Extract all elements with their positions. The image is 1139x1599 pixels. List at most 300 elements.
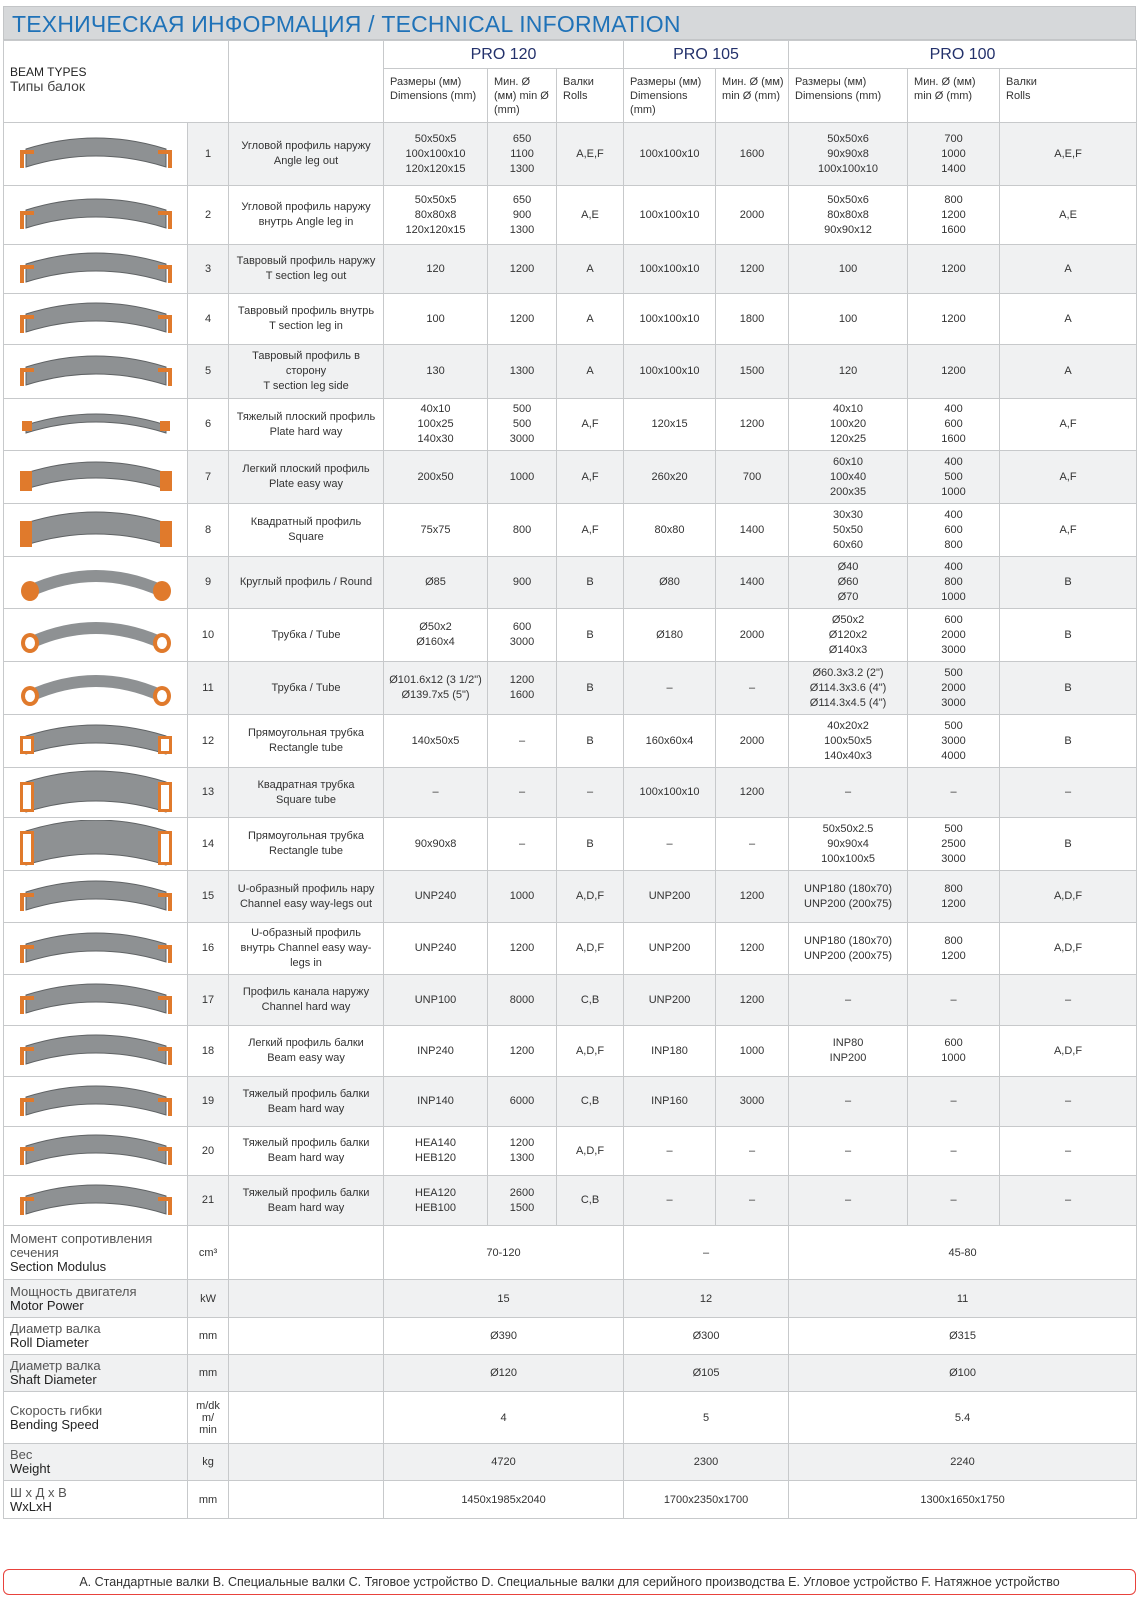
spec-row — [4, 1444, 1137, 1481]
pro105-min-diam: 1200 — [716, 975, 789, 1026]
pro105-dims: – — [624, 1176, 716, 1226]
pro100-min-diam: 700 1000 1400 — [908, 123, 1000, 186]
pro100-dims: 50x50x2.5 90x90x4 100x100x5 — [789, 818, 908, 871]
beam-number: 1 — [188, 123, 229, 186]
pro100-rolls: B — [1000, 609, 1137, 662]
beam-name: Тяжелый профиль балки Beam hard way — [229, 1077, 384, 1127]
model-pro105: PRO 105 — [624, 41, 789, 69]
pro105-dims: Ø80 — [624, 557, 716, 609]
pro105-min-diam: 3000 — [716, 1077, 789, 1127]
beam-image — [4, 399, 188, 451]
pro120-rolls: A,E — [557, 186, 624, 245]
pro120-dims: 140x50x5 — [384, 715, 488, 768]
pro120-dims: UNP240 — [384, 923, 488, 975]
beam-image — [4, 818, 188, 871]
pro100-min-diam: 800 1200 — [908, 923, 1000, 975]
pro120-min-diam: 1300 — [488, 345, 557, 399]
spec-pro100: 11 — [789, 1280, 1137, 1318]
spec-pro100: Ø100 — [789, 1355, 1137, 1392]
title-bar — [3, 6, 1136, 40]
pro120-min-diam: 900 — [488, 557, 557, 609]
pro105-min-diam: 2000 — [716, 609, 789, 662]
pro105-dims: INP160 — [624, 1077, 716, 1127]
pro105-dims: – — [624, 1127, 716, 1176]
spec-unit: mm — [188, 1355, 229, 1392]
spec-row — [4, 1481, 1137, 1519]
pro100-rolls: – — [1000, 1176, 1137, 1226]
spec-blank — [229, 1481, 384, 1519]
pro120-min-diam: 1200 1600 — [488, 662, 557, 715]
model-header-row — [4, 41, 1137, 69]
pro105-min-diam: 1400 — [716, 557, 789, 609]
pro100-min-diam: 1200 — [908, 294, 1000, 345]
pro100-rolls: – — [1000, 1127, 1137, 1176]
beam-number: 13 — [188, 768, 229, 818]
t-section-leg-in-icon — [4, 295, 187, 343]
pro120-dims: 40x10 100x25 140x30 — [384, 399, 488, 451]
spec-pro105: 5 — [624, 1392, 789, 1444]
pro120-min-diam: 1200 — [488, 245, 557, 294]
beam-name: Трубка / Tube — [229, 609, 384, 662]
pro100-rolls: – — [1000, 975, 1137, 1026]
technical-table — [3, 40, 1137, 1519]
beam-image — [4, 557, 188, 609]
pro100-rolls: B — [1000, 662, 1137, 715]
spec-label-ru: Диаметр валка — [10, 1358, 101, 1373]
beam-number: 11 — [188, 662, 229, 715]
beam-number: 7 — [188, 451, 229, 504]
beam-image — [4, 975, 188, 1026]
beam-types-header — [4, 41, 229, 123]
beam-image — [4, 662, 188, 715]
spec-pro120: Ø390 — [384, 1318, 624, 1355]
pro100-dims: – — [789, 1176, 908, 1226]
beam-image — [4, 245, 188, 294]
plate-easy-way-icon — [4, 453, 187, 501]
pro120-rolls: A,F — [557, 399, 624, 451]
pro100-min-diam: – — [908, 975, 1000, 1026]
beam-image — [4, 345, 188, 399]
beam-row — [4, 345, 1137, 399]
spec-label-en: Roll Diameter — [10, 1335, 89, 1350]
spec-unit: m/dk m/ min — [188, 1392, 229, 1444]
spec-pro120: 4720 — [384, 1444, 624, 1481]
beam-row — [4, 1077, 1137, 1127]
beam-image — [4, 1077, 188, 1127]
pro105-min-diam: 2000 — [716, 186, 789, 245]
beam-name: Легкий плоский профиль Plate easy way — [229, 451, 384, 504]
pro100-min-diam: 1200 — [908, 245, 1000, 294]
spec-unit: kW — [188, 1280, 229, 1318]
spec-label-ru: Диаметр валка — [10, 1321, 101, 1336]
pro100-dims: UNP180 (180x70) UNP200 (200x75) — [789, 871, 908, 923]
pro100-dims: 40x10 100x20 120x25 — [789, 399, 908, 451]
pro120-min-diam: 8000 — [488, 975, 557, 1026]
beam-image — [4, 451, 188, 504]
pro120-dims: Ø50x2 Ø160x4 — [384, 609, 488, 662]
beam-types-en: BEAM TYPES — [10, 65, 87, 79]
beam-image — [4, 1026, 188, 1077]
spec-pro100: 5.4 — [789, 1392, 1137, 1444]
spec-pro120: 15 — [384, 1280, 624, 1318]
pro100-rolls: A,F — [1000, 399, 1137, 451]
spec-pro105: Ø300 — [624, 1318, 789, 1355]
spec-label-en: Shaft Diameter — [10, 1372, 97, 1387]
pro120-dims: HEA140 HEB120 — [384, 1127, 488, 1176]
spec-row — [4, 1226, 1137, 1280]
beam-number: 21 — [188, 1176, 229, 1226]
beam-row — [4, 123, 1137, 186]
spec-blank — [229, 1355, 384, 1392]
pro120-rolls: A,F — [557, 451, 624, 504]
pro100-dims: INP80 INP200 — [789, 1026, 908, 1077]
pro105-min-header: Мин. Ø (мм) min Ø (mm) — [716, 69, 789, 123]
pro120-dims: UNP240 — [384, 871, 488, 923]
beam-number: 12 — [188, 715, 229, 768]
pro120-rolls: C,B — [557, 1077, 624, 1127]
spec-label — [4, 1392, 188, 1444]
beam-number: 9 — [188, 557, 229, 609]
pro105-min-diam: 1200 — [716, 399, 789, 451]
beam-number: 8 — [188, 504, 229, 557]
spec-label-en: Bending Speed — [10, 1416, 99, 1432]
pro120-rolls-header: Валки Rolls — [557, 69, 624, 123]
beam-row — [4, 1127, 1137, 1176]
angle-leg-in-icon — [4, 191, 187, 239]
pro100-rolls: B — [1000, 818, 1137, 871]
pro120-dims: 75x75 — [384, 504, 488, 557]
pro100-rolls: A,E — [1000, 186, 1137, 245]
pro120-rolls: C,B — [557, 975, 624, 1026]
pro100-dims: 50x50x6 80x80x8 90x90x12 — [789, 186, 908, 245]
spec-label-en: Weight — [10, 1461, 51, 1476]
spec-pro120: 1450x1985x2040 — [384, 1481, 624, 1519]
pro100-rolls: – — [1000, 1077, 1137, 1127]
channel-legs-out-icon — [4, 873, 187, 921]
beam-row — [4, 245, 1137, 294]
pro120-min-header: Мин. Ø (мм) min Ø (mm) — [488, 69, 557, 123]
spec-unit: mm — [188, 1481, 229, 1519]
pro120-rolls: A,D,F — [557, 1026, 624, 1077]
beam-image — [4, 123, 188, 186]
beam-row — [4, 975, 1137, 1026]
spec-label-ru: Момент сопротивления сечения — [10, 1230, 153, 1260]
pro100-dims: 100 — [789, 245, 908, 294]
spec-pro105: – — [624, 1226, 789, 1280]
beam-row — [4, 715, 1137, 768]
pro105-min-diam: 1600 — [716, 123, 789, 186]
pro105-dims: 160x60x4 — [624, 715, 716, 768]
beam-row — [4, 768, 1137, 818]
beam-name: Тяжелый профиль балки Beam hard way — [229, 1127, 384, 1176]
pro100-rolls: A,E,F — [1000, 123, 1137, 186]
pro100-min-diam: 400 500 1000 — [908, 451, 1000, 504]
pro120-min-diam: 1200 — [488, 1026, 557, 1077]
pro120-min-diam: 500 500 3000 — [488, 399, 557, 451]
beam-row — [4, 662, 1137, 715]
beam-number: 5 — [188, 345, 229, 399]
pro120-dims: 50x50x5 100x100x10 120x120x15 — [384, 123, 488, 186]
pro105-min-diam: 1000 — [716, 1026, 789, 1077]
pro100-min-header: Мин. Ø (мм) min Ø (mm) — [908, 69, 1000, 123]
pro105-min-diam: 1200 — [716, 871, 789, 923]
pro105-min-diam: 1200 — [716, 245, 789, 294]
pro120-min-diam: 800 — [488, 504, 557, 557]
beam-name: Тяжелый профиль балки Beam hard way — [229, 1176, 384, 1226]
beam-image — [4, 715, 188, 768]
pro105-dims-header: Размеры (мм) Dimensions (mm) — [624, 69, 716, 123]
spec-pro120: Ø120 — [384, 1355, 624, 1392]
pro120-rolls: B — [557, 557, 624, 609]
pro100-rolls: A,D,F — [1000, 1026, 1137, 1077]
pro100-dims: Ø40 Ø60 Ø70 — [789, 557, 908, 609]
pro105-min-diam: 1200 — [716, 768, 789, 818]
pro120-dims: UNP100 — [384, 975, 488, 1026]
pro120-dims: INP240 — [384, 1026, 488, 1077]
pro120-min-diam: 650 1100 1300 — [488, 123, 557, 186]
pro105-dims: – — [624, 662, 716, 715]
pro100-rolls: B — [1000, 715, 1137, 768]
pro100-rolls: B — [1000, 557, 1137, 609]
spec-label-en: WxLxH — [10, 1498, 52, 1514]
beam-name: Прямоугольная трубка Rectangle tube — [229, 715, 384, 768]
pro100-dims: – — [789, 1127, 908, 1176]
beam-name: Тавровый профиль наружу T section leg out — [229, 245, 384, 294]
beam-row — [4, 186, 1137, 245]
square-tube-icon — [4, 769, 187, 817]
pro100-min-diam: 800 1200 — [908, 871, 1000, 923]
pro100-min-diam: 500 2000 3000 — [908, 662, 1000, 715]
pro120-rolls: A — [557, 294, 624, 345]
pro120-rolls: B — [557, 662, 624, 715]
pro120-min-diam: – — [488, 818, 557, 871]
spec-pro100: Ø315 — [789, 1318, 1137, 1355]
pro100-min-diam: 600 2000 3000 — [908, 609, 1000, 662]
spec-unit: mm — [188, 1318, 229, 1355]
beam-number: 2 — [188, 186, 229, 245]
pro120-min-diam: 6000 — [488, 1077, 557, 1127]
pro105-dims: 100x100x10 — [624, 245, 716, 294]
pro100-min-diam: 500 2500 3000 — [908, 818, 1000, 871]
pro105-min-diam: 1400 — [716, 504, 789, 557]
pro120-dims: Ø85 — [384, 557, 488, 609]
pro100-rolls: A — [1000, 294, 1137, 345]
spec-label — [4, 1280, 188, 1318]
pro120-dims: 90x90x8 — [384, 818, 488, 871]
pro100-min-diam: – — [908, 768, 1000, 818]
pro105-dims: 100x100x10 — [624, 123, 716, 186]
beam-number: 19 — [188, 1077, 229, 1127]
pro100-dims: – — [789, 768, 908, 818]
pro120-dims-header: Размеры (мм) Dimensions (mm) — [384, 69, 488, 123]
pro100-rolls: A — [1000, 245, 1137, 294]
pro120-rolls: A,F — [557, 504, 624, 557]
beam-types-body — [4, 123, 1137, 1226]
pro100-rolls: A,D,F — [1000, 871, 1137, 923]
pro120-rolls: C,B — [557, 1176, 624, 1226]
name-header-blank — [229, 41, 384, 123]
spec-blank — [229, 1280, 384, 1318]
spec-label-ru: Ш x Д x В — [10, 1484, 67, 1500]
beam-name: Тяжелый плоский профиль Plate hard way — [229, 399, 384, 451]
pro120-dims: INP140 — [384, 1077, 488, 1127]
beam-row — [4, 1026, 1137, 1077]
spec-label-ru: Скорость гибки — [10, 1402, 103, 1418]
pro105-dims: 260x20 — [624, 451, 716, 504]
pro100-dims: 30x30 50x50 60x60 — [789, 504, 908, 557]
legend-footer: A. Стандартные валки B. Специальные валки C. Тяговое устройство D. Специальные валки для серийного производства E. Угловое устройство F. Натяжное устройство — [3, 1569, 1136, 1595]
pro120-rolls: B — [557, 818, 624, 871]
pro105-dims: 120x15 — [624, 399, 716, 451]
pro120-rolls: A,D,F — [557, 1127, 624, 1176]
pro120-rolls: A — [557, 345, 624, 399]
beam-name: Трубка / Tube — [229, 662, 384, 715]
spec-row — [4, 1355, 1137, 1392]
pro120-min-diam: 650 900 1300 — [488, 186, 557, 245]
tube-large-icon — [4, 664, 187, 712]
pro120-dims: 100 — [384, 294, 488, 345]
pro120-min-diam: 1000 — [488, 871, 557, 923]
beam-number: 3 — [188, 245, 229, 294]
pro105-dims: 100x100x10 — [624, 345, 716, 399]
pro120-dims: Ø101.6x12 (3 1/2") Ø139.7x5 (5") — [384, 662, 488, 715]
beam-name: Прямоугольная трубка Rectangle tube — [229, 818, 384, 871]
page-title: ТЕХНИЧЕСКАЯ ИНФОРМАЦИЯ / TECHNICAL INFORMATION — [12, 11, 681, 37]
spec-blank — [229, 1318, 384, 1355]
machine-specs-body — [4, 1226, 1137, 1519]
pro100-rolls-header: Валки Rolls — [1000, 69, 1137, 123]
spec-pro100: 45-80 — [789, 1226, 1137, 1280]
pro100-rolls: A,F — [1000, 504, 1137, 557]
beam-row — [4, 399, 1137, 451]
model-pro120: PRO 120 — [384, 41, 624, 69]
spec-pro105: 1700x2350x1700 — [624, 1481, 789, 1519]
spec-label-ru: Вес — [10, 1447, 33, 1462]
pro100-dims: Ø50x2 Ø120x2 Ø140x3 — [789, 609, 908, 662]
spec-blank — [229, 1226, 384, 1280]
pro120-min-diam: 2600 1500 — [488, 1176, 557, 1226]
pro100-dims: Ø60.3x3.2 (2") Ø114.3x3.6 (4") Ø114.3x4.5 (4") — [789, 662, 908, 715]
beam-name: U-образный профиль внутрь Channel easy way- legs in — [229, 923, 384, 975]
pro105-dims: UNP200 — [624, 975, 716, 1026]
pro100-rolls: – — [1000, 768, 1137, 818]
spec-pro100: 2240 — [789, 1444, 1137, 1481]
beam-name: Тавровый профиль в сторону T section leg side — [229, 345, 384, 399]
beam-name: Профиль канала наружу Channel hard way — [229, 975, 384, 1026]
beam-easy-way-icon — [4, 1027, 187, 1075]
pro120-min-diam: 1200 1300 — [488, 1127, 557, 1176]
spec-pro105: 12 — [624, 1280, 789, 1318]
pro120-min-diam: – — [488, 715, 557, 768]
pro105-dims: 80x80 — [624, 504, 716, 557]
pro120-min-diam: 600 3000 — [488, 609, 557, 662]
pro100-min-diam: 800 1200 1600 — [908, 186, 1000, 245]
pro105-dims: UNP200 — [624, 871, 716, 923]
pro105-dims: 100x100x10 — [624, 294, 716, 345]
pro120-min-diam: 1200 — [488, 294, 557, 345]
beam-row — [4, 504, 1137, 557]
beam-image — [4, 609, 188, 662]
beam-image — [4, 294, 188, 345]
beam-image — [4, 1127, 188, 1176]
pro105-dims: – — [624, 818, 716, 871]
pro120-min-diam: – — [488, 768, 557, 818]
spec-pro105: Ø105 — [624, 1355, 789, 1392]
pro120-rolls: A,E,F — [557, 123, 624, 186]
pro100-min-diam: 1200 — [908, 345, 1000, 399]
pro105-min-diam: – — [716, 1176, 789, 1226]
channel-legs-in-icon — [4, 925, 187, 973]
pro120-min-diam: 1000 — [488, 451, 557, 504]
pro105-min-diam: 1800 — [716, 294, 789, 345]
beam-row — [4, 871, 1137, 923]
pro120-dims: 200x50 — [384, 451, 488, 504]
pro100-dims: – — [789, 1077, 908, 1127]
channel-hard-way-icon — [4, 976, 187, 1024]
beam-number: 17 — [188, 975, 229, 1026]
beam-row — [4, 294, 1137, 345]
pro105-min-diam: 700 — [716, 451, 789, 504]
pro100-rolls: A,F — [1000, 451, 1137, 504]
beam-types-ru: Типы балок — [10, 78, 86, 94]
beam-row — [4, 609, 1137, 662]
pro105-min-diam: 2000 — [716, 715, 789, 768]
pro105-min-diam: – — [716, 1127, 789, 1176]
pro120-rolls: – — [557, 768, 624, 818]
beam-number: 18 — [188, 1026, 229, 1077]
plate-hard-way-icon — [4, 401, 187, 449]
pro120-rolls: B — [557, 715, 624, 768]
spec-blank — [229, 1444, 384, 1481]
spec-unit: kg — [188, 1444, 229, 1481]
pro105-min-diam: 1200 — [716, 923, 789, 975]
beam-row — [4, 923, 1137, 975]
beam-number: 10 — [188, 609, 229, 662]
beam-image — [4, 768, 188, 818]
beam-number: 6 — [188, 399, 229, 451]
pro105-dims: 100x100x10 — [624, 768, 716, 818]
beam-number: 15 — [188, 871, 229, 923]
pro100-min-diam: 400 800 1000 — [908, 557, 1000, 609]
beam-name: Квадратная трубка Square tube — [229, 768, 384, 818]
pro100-dims: – — [789, 975, 908, 1026]
pro120-dims: HEA120 HEB100 — [384, 1176, 488, 1226]
pro120-rolls: A,D,F — [557, 923, 624, 975]
pro105-min-diam: – — [716, 818, 789, 871]
spec-label-en: Motor Power — [10, 1297, 84, 1313]
spec-row — [4, 1392, 1137, 1444]
beam-image — [4, 923, 188, 975]
spec-pro105: 2300 — [624, 1444, 789, 1481]
beam-row — [4, 818, 1137, 871]
t-section-leg-out-icon — [4, 245, 187, 293]
beam-row — [4, 557, 1137, 609]
t-section-leg-side-icon — [4, 348, 187, 396]
beam-hard-way-icon — [4, 1078, 187, 1126]
spec-pro120: 4 — [384, 1392, 624, 1444]
beam-image — [4, 1176, 188, 1226]
pro100-rolls: A — [1000, 345, 1137, 399]
pro100-min-diam: – — [908, 1077, 1000, 1127]
beam-name: Легкий профиль балки Beam easy way — [229, 1026, 384, 1077]
beam-number: 14 — [188, 818, 229, 871]
pro120-dims: – — [384, 768, 488, 818]
pro100-dims: 60x10 100x40 200x35 — [789, 451, 908, 504]
pro105-dims: 100x100x10 — [624, 186, 716, 245]
pro100-rolls: A,D,F — [1000, 923, 1137, 975]
tube-icon — [4, 611, 187, 659]
pro120-rolls: A,D,F — [557, 871, 624, 923]
